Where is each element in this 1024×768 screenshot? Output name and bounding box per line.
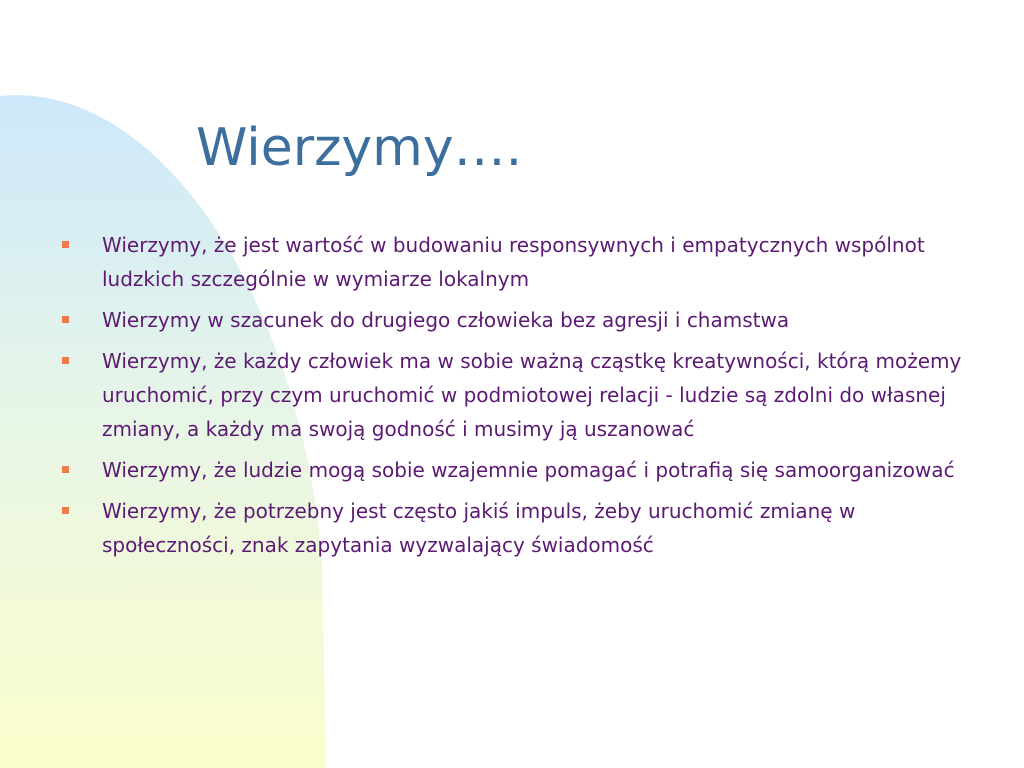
square-bullet-icon xyxy=(62,316,69,323)
bullet-text: Wierzymy, że ludzie mogą sobie wzajemnie pomagać i potrafią się samoorganizować xyxy=(102,458,955,482)
square-bullet-icon xyxy=(62,241,69,248)
bullet-item xyxy=(60,228,990,296)
bullet-text: Wierzymy w szacunek do drugiego człowieka bez agresji i chamstwa xyxy=(102,308,790,332)
bullet-list xyxy=(60,228,990,569)
bullet-text: Wierzymy, że jest wartość w budowaniu responsywnych i empatycznych wspólnot ludzkich szczególnie w wymiarze lokalnym xyxy=(102,233,925,291)
bullet-item xyxy=(60,453,990,487)
bullet-text: Wierzymy, że potrzebny jest często jakiś impuls, żeby uruchomić zmianę w społeczności, znak zapytania wyzwalający świadomość xyxy=(102,499,856,557)
bullet-item xyxy=(60,494,990,562)
square-bullet-icon xyxy=(62,466,69,473)
square-bullet-icon xyxy=(62,507,69,514)
square-bullet-icon xyxy=(62,357,69,364)
bullet-item xyxy=(60,303,990,337)
bullet-text: Wierzymy, że każdy człowiek ma w sobie ważną cząstkę kreatywności, którą możemy uruchomić, przy czym uruchomić w podmiotowej relacji - ludzie są zdolni do własnej zmiany, a każdy ma swoją godność i musimy ją uszanować xyxy=(102,349,962,441)
bullet-item xyxy=(60,344,990,446)
slide-title: Wierzymy…. xyxy=(196,118,523,178)
